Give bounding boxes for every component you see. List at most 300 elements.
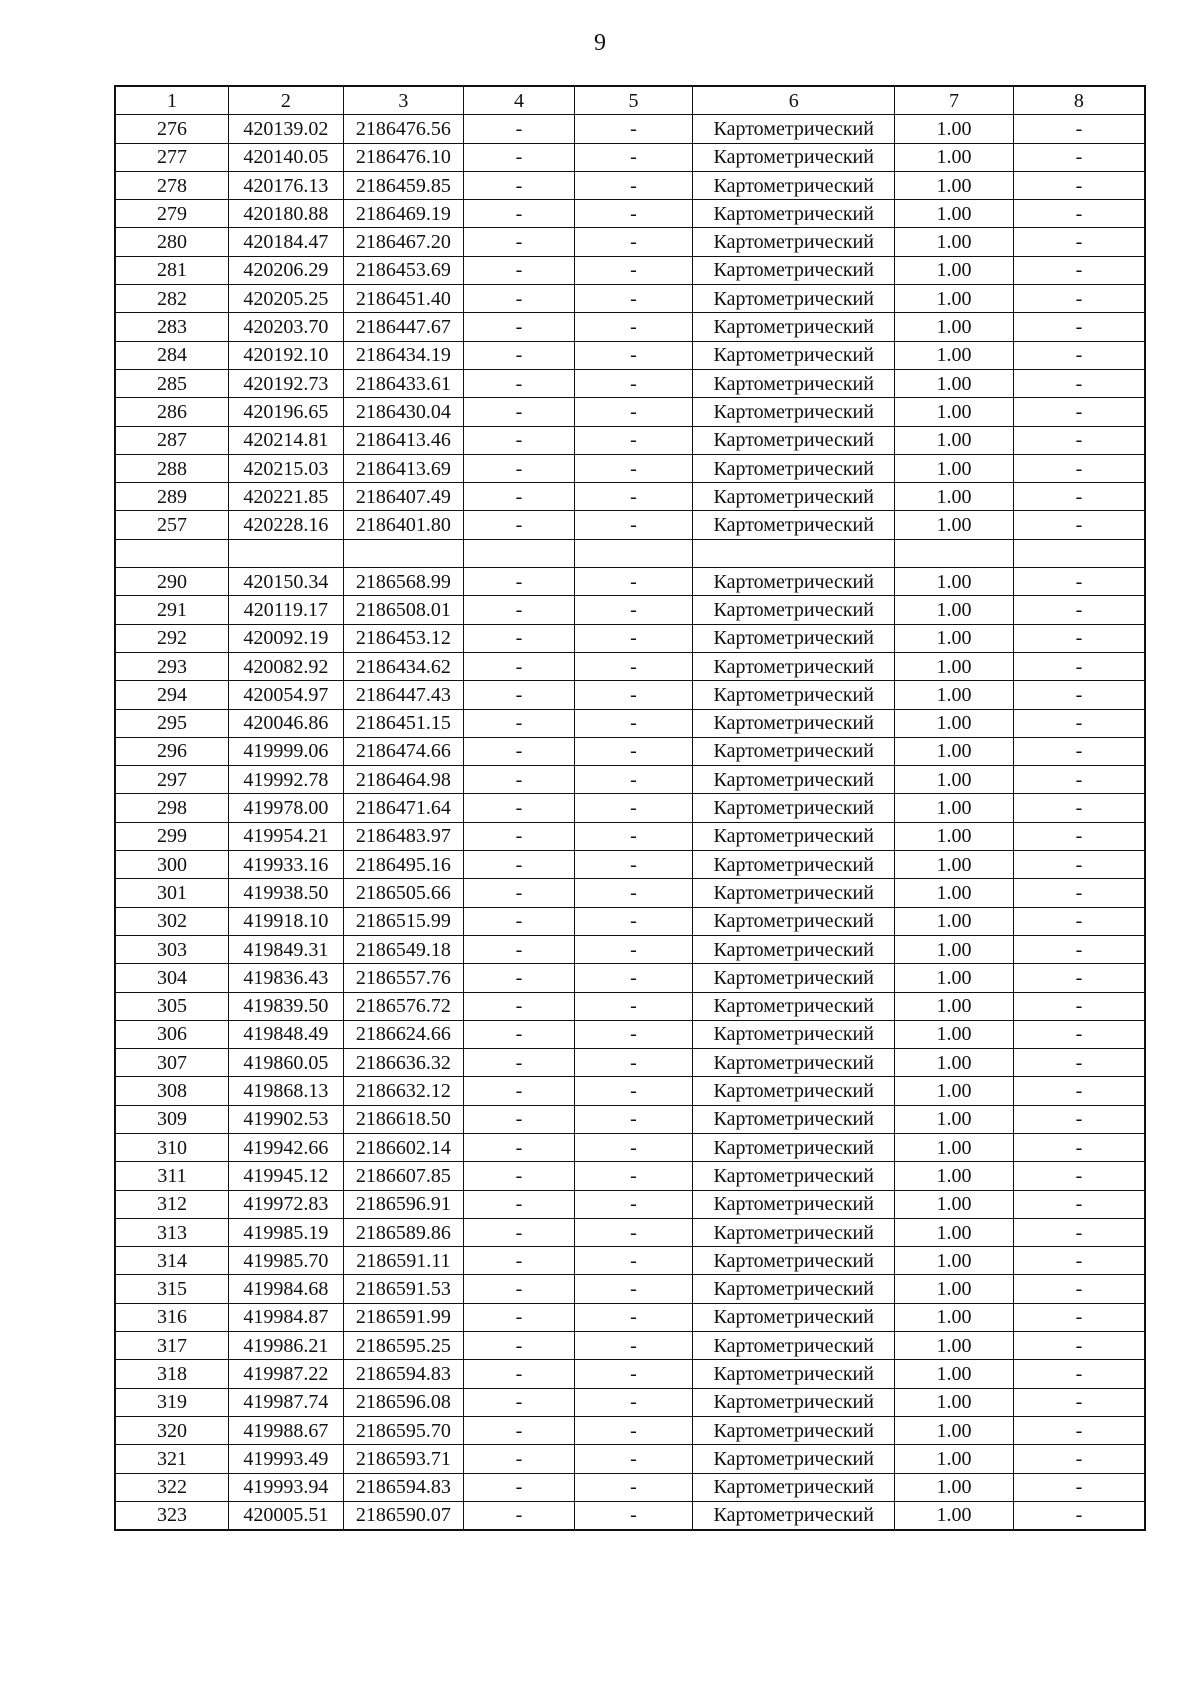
- accuracy-cell: 1.00: [895, 256, 1014, 284]
- x-coordinate-cell: 420221.85: [229, 483, 344, 511]
- x-coordinate-cell: 419938.50: [229, 879, 344, 907]
- x-coordinate-cell: 419918.10: [229, 907, 344, 935]
- point-number-cell: 294: [115, 681, 229, 709]
- column-5-cell: -: [574, 115, 693, 143]
- method-cell: Картометрический: [693, 1416, 895, 1444]
- column-5-cell: -: [574, 652, 693, 680]
- column-4-cell: -: [464, 1360, 575, 1388]
- column-4-cell: -: [464, 1473, 575, 1501]
- table-row: [115, 200, 1145, 228]
- column-4-cell: -: [464, 992, 575, 1020]
- y-coordinate-cell: 2186451.40: [343, 285, 464, 313]
- y-coordinate-cell: 2186451.15: [343, 709, 464, 737]
- column-8-cell: -: [1013, 1275, 1145, 1303]
- y-coordinate-cell: 2186508.01: [343, 596, 464, 624]
- column-8-cell: -: [1013, 822, 1145, 850]
- column-8-cell: -: [1013, 794, 1145, 822]
- table-row: [115, 709, 1145, 737]
- y-coordinate-cell: 2186602.14: [343, 1133, 464, 1161]
- column-5-cell: -: [574, 1077, 693, 1105]
- column-4-cell: -: [464, 766, 575, 794]
- table-row: [115, 341, 1145, 369]
- table-row: [115, 1190, 1145, 1218]
- column-5-cell: -: [574, 1105, 693, 1133]
- column-5-cell: -: [574, 1049, 693, 1077]
- accuracy-cell: 1.00: [895, 426, 1014, 454]
- column-8-cell: -: [1013, 652, 1145, 680]
- point-number-cell: 323: [115, 1501, 229, 1530]
- accuracy-cell: 1.00: [895, 1020, 1014, 1048]
- table-row: [115, 1445, 1145, 1473]
- accuracy-cell: 1.00: [895, 568, 1014, 596]
- column-8-cell: -: [1013, 200, 1145, 228]
- column-5-cell: -: [574, 313, 693, 341]
- column-8-cell: -: [1013, 624, 1145, 652]
- point-number-cell: 320: [115, 1416, 229, 1444]
- table-row: [115, 737, 1145, 765]
- column-5-cell: -: [574, 1218, 693, 1246]
- column-4-cell: -: [464, 369, 575, 397]
- table-row: [115, 851, 1145, 879]
- y-coordinate-cell: 2186557.76: [343, 964, 464, 992]
- y-coordinate-cell: 2186632.12: [343, 1077, 464, 1105]
- column-8-cell: -: [1013, 256, 1145, 284]
- column-4-cell: -: [464, 341, 575, 369]
- column-5-cell: -: [574, 766, 693, 794]
- coordinates-table: [114, 85, 1146, 1531]
- table-row: [115, 313, 1145, 341]
- table-row: [115, 426, 1145, 454]
- point-number-cell: 285: [115, 369, 229, 397]
- method-cell: Картометрический: [693, 398, 895, 426]
- x-coordinate-cell: 420184.47: [229, 228, 344, 256]
- method-cell: Картометрический: [693, 1501, 895, 1530]
- column-5-cell: -: [574, 992, 693, 1020]
- method-cell: Картометрический: [693, 624, 895, 652]
- table-row: [115, 1303, 1145, 1331]
- column-8-cell: -: [1013, 992, 1145, 1020]
- accuracy-cell: 1.00: [895, 171, 1014, 199]
- table-row: [115, 964, 1145, 992]
- y-coordinate-cell: 2186549.18: [343, 935, 464, 963]
- x-coordinate-cell: 420150.34: [229, 568, 344, 596]
- column-4-cell: -: [464, 1247, 575, 1275]
- column-8-cell: -: [1013, 1360, 1145, 1388]
- column-4-cell: -: [464, 1218, 575, 1246]
- y-coordinate-cell: 2186434.62: [343, 652, 464, 680]
- column-5-cell: -: [574, 426, 693, 454]
- method-cell: [693, 539, 895, 567]
- point-number-cell: 278: [115, 171, 229, 199]
- column-5-cell: -: [574, 200, 693, 228]
- y-coordinate-cell: 2186591.11: [343, 1247, 464, 1275]
- accuracy-cell: 1.00: [895, 1360, 1014, 1388]
- y-coordinate-cell: 2186596.91: [343, 1190, 464, 1218]
- column-8-cell: -: [1013, 851, 1145, 879]
- point-number-cell: 306: [115, 1020, 229, 1048]
- point-number-cell: 316: [115, 1303, 229, 1331]
- point-number-cell: 310: [115, 1133, 229, 1161]
- column-5-cell: -: [574, 398, 693, 426]
- method-cell: Картометрический: [693, 879, 895, 907]
- table-row: [115, 1360, 1145, 1388]
- accuracy-cell: 1.00: [895, 652, 1014, 680]
- table-row: [115, 652, 1145, 680]
- accuracy-cell: 1.00: [895, 228, 1014, 256]
- accuracy-cell: 1.00: [895, 1077, 1014, 1105]
- y-coordinate-cell: 2186596.08: [343, 1388, 464, 1416]
- method-cell: Картометрический: [693, 851, 895, 879]
- column-5-cell: -: [574, 1162, 693, 1190]
- accuracy-cell: 1.00: [895, 596, 1014, 624]
- column-5-cell: -: [574, 1275, 693, 1303]
- column-8-cell: -: [1013, 426, 1145, 454]
- y-coordinate-cell: 2186618.50: [343, 1105, 464, 1133]
- column-8-cell: -: [1013, 1445, 1145, 1473]
- column-4-cell: -: [464, 285, 575, 313]
- column-8-cell: -: [1013, 1473, 1145, 1501]
- x-coordinate-cell: 420092.19: [229, 624, 344, 652]
- y-coordinate-cell: 2186483.97: [343, 822, 464, 850]
- accuracy-cell: 1.00: [895, 1133, 1014, 1161]
- x-coordinate-cell: 420192.10: [229, 341, 344, 369]
- x-coordinate-cell: 419985.19: [229, 1218, 344, 1246]
- column-5-cell: -: [574, 454, 693, 482]
- method-cell: Картометрический: [693, 681, 895, 709]
- accuracy-cell: 1.00: [895, 1275, 1014, 1303]
- x-coordinate-cell: 420214.81: [229, 426, 344, 454]
- column-8-cell: -: [1013, 1388, 1145, 1416]
- table-row: [115, 511, 1145, 539]
- column-8-cell: -: [1013, 398, 1145, 426]
- y-coordinate-cell: 2186447.67: [343, 313, 464, 341]
- point-number-cell: 293: [115, 652, 229, 680]
- column-4-cell: -: [464, 851, 575, 879]
- accuracy-cell: 1.00: [895, 1190, 1014, 1218]
- table-row: [115, 171, 1145, 199]
- table-row: [115, 794, 1145, 822]
- column-4-cell: -: [464, 200, 575, 228]
- accuracy-cell: 1.00: [895, 1445, 1014, 1473]
- page-number: 9: [594, 30, 606, 56]
- column-4-cell: -: [464, 681, 575, 709]
- point-number-cell: 287: [115, 426, 229, 454]
- column-8-cell: -: [1013, 935, 1145, 963]
- method-cell: Картометрический: [693, 1388, 895, 1416]
- table-row: [115, 1049, 1145, 1077]
- column-8-cell: -: [1013, 1190, 1145, 1218]
- method-cell: Картометрический: [693, 511, 895, 539]
- column-4-cell: -: [464, 709, 575, 737]
- column-5-cell: -: [574, 256, 693, 284]
- column-8-cell: -: [1013, 285, 1145, 313]
- method-cell: Картометрический: [693, 1077, 895, 1105]
- x-coordinate-cell: 419902.53: [229, 1105, 344, 1133]
- table-row: [115, 1077, 1145, 1105]
- x-coordinate-cell: 419986.21: [229, 1332, 344, 1360]
- x-coordinate-cell: 420005.51: [229, 1501, 344, 1530]
- y-coordinate-cell: 2186469.19: [343, 200, 464, 228]
- method-cell: Картометрический: [693, 369, 895, 397]
- point-number-cell: 303: [115, 935, 229, 963]
- point-number-cell: 290: [115, 568, 229, 596]
- y-coordinate-cell: 2186413.69: [343, 454, 464, 482]
- y-coordinate-cell: 2186401.80: [343, 511, 464, 539]
- y-coordinate-cell: 2186505.66: [343, 879, 464, 907]
- column-8-cell: -: [1013, 879, 1145, 907]
- x-coordinate-cell: 420203.70: [229, 313, 344, 341]
- accuracy-cell: 1.00: [895, 624, 1014, 652]
- table-row: [115, 1133, 1145, 1161]
- column-4-cell: -: [464, 1332, 575, 1360]
- point-number-cell: 279: [115, 200, 229, 228]
- method-cell: Картометрический: [693, 454, 895, 482]
- x-coordinate-cell: 419954.21: [229, 822, 344, 850]
- column-8-cell: -: [1013, 341, 1145, 369]
- column-4-cell: -: [464, 1049, 575, 1077]
- x-coordinate-cell: 420215.03: [229, 454, 344, 482]
- x-coordinate-cell: 419993.49: [229, 1445, 344, 1473]
- method-cell: Картометрический: [693, 200, 895, 228]
- y-coordinate-cell: 2186467.20: [343, 228, 464, 256]
- x-coordinate-cell: 419972.83: [229, 1190, 344, 1218]
- column-8-cell: -: [1013, 766, 1145, 794]
- point-number-cell: 257: [115, 511, 229, 539]
- y-coordinate-cell: 2186476.56: [343, 115, 464, 143]
- table-row: [115, 1332, 1145, 1360]
- method-cell: Картометрический: [693, 1445, 895, 1473]
- column-4-cell: -: [464, 171, 575, 199]
- y-coordinate-cell: 2186607.85: [343, 1162, 464, 1190]
- column-4-cell: -: [464, 313, 575, 341]
- y-coordinate-cell: 2186471.64: [343, 794, 464, 822]
- table-row: [115, 1105, 1145, 1133]
- table-row: [115, 285, 1145, 313]
- x-coordinate-cell: 419848.49: [229, 1020, 344, 1048]
- column-4-cell: -: [464, 228, 575, 256]
- point-number-cell: 291: [115, 596, 229, 624]
- table-row: [115, 681, 1145, 709]
- point-number-cell: 299: [115, 822, 229, 850]
- method-cell: Картометрический: [693, 652, 895, 680]
- column-8-cell: -: [1013, 1077, 1145, 1105]
- column-8-cell: -: [1013, 1133, 1145, 1161]
- point-number-cell: 283: [115, 313, 229, 341]
- accuracy-cell: 1.00: [895, 369, 1014, 397]
- column-5-cell: -: [574, 624, 693, 652]
- point-number-cell: 296: [115, 737, 229, 765]
- method-cell: Картометрический: [693, 822, 895, 850]
- accuracy-cell: 1.00: [895, 1473, 1014, 1501]
- method-cell: Картометрический: [693, 596, 895, 624]
- accuracy-cell: 1.00: [895, 1162, 1014, 1190]
- accuracy-cell: 1.00: [895, 1388, 1014, 1416]
- column-8-cell: -: [1013, 1020, 1145, 1048]
- x-coordinate-cell: 420180.88: [229, 200, 344, 228]
- x-coordinate-cell: 420192.73: [229, 369, 344, 397]
- column-5-cell: -: [574, 369, 693, 397]
- table-row: [115, 398, 1145, 426]
- column-4-cell: -: [464, 143, 575, 171]
- column-4-cell: -: [464, 596, 575, 624]
- column-4-cell: -: [464, 1020, 575, 1048]
- y-coordinate-cell: 2186624.66: [343, 1020, 464, 1048]
- method-cell: Картометрический: [693, 1473, 895, 1501]
- y-coordinate-cell: 2186594.83: [343, 1473, 464, 1501]
- table-row: [115, 879, 1145, 907]
- x-coordinate-cell: 420054.97: [229, 681, 344, 709]
- column-4-cell: -: [464, 1133, 575, 1161]
- table-row: [115, 822, 1145, 850]
- table-row: [115, 143, 1145, 171]
- accuracy-cell: 1.00: [895, 1303, 1014, 1331]
- point-number-cell: 277: [115, 143, 229, 171]
- column-8-cell: -: [1013, 1049, 1145, 1077]
- accuracy-cell: 1.00: [895, 483, 1014, 511]
- table-row: [115, 454, 1145, 482]
- x-coordinate-cell: 419945.12: [229, 1162, 344, 1190]
- column-header-6: 6: [693, 86, 895, 115]
- method-cell: Картометрический: [693, 1133, 895, 1161]
- method-cell: Картометрический: [693, 964, 895, 992]
- column-header-3: 3: [343, 86, 464, 115]
- column-5-cell: -: [574, 596, 693, 624]
- table-row: [115, 596, 1145, 624]
- column-8-cell: -: [1013, 568, 1145, 596]
- accuracy-cell: 1.00: [895, 1332, 1014, 1360]
- column-8-cell: -: [1013, 228, 1145, 256]
- point-number-cell: 308: [115, 1077, 229, 1105]
- column-8-cell: -: [1013, 1247, 1145, 1275]
- point-number-cell: 304: [115, 964, 229, 992]
- y-coordinate-cell: 2186594.83: [343, 1360, 464, 1388]
- column-5-cell: -: [574, 1247, 693, 1275]
- column-header-4: 4: [464, 86, 575, 115]
- point-number-cell: 298: [115, 794, 229, 822]
- column-8-cell: -: [1013, 1303, 1145, 1331]
- column-header-5: 5: [574, 86, 693, 115]
- point-number-cell: 281: [115, 256, 229, 284]
- point-number-cell: 297: [115, 766, 229, 794]
- table-row: [115, 992, 1145, 1020]
- column-4-cell: -: [464, 1445, 575, 1473]
- method-cell: Картометрический: [693, 1049, 895, 1077]
- column-8-cell: -: [1013, 143, 1145, 171]
- accuracy-cell: 1.00: [895, 822, 1014, 850]
- table-row: [115, 115, 1145, 143]
- column-header-7: 7: [895, 86, 1014, 115]
- y-coordinate-cell: 2186515.99: [343, 907, 464, 935]
- method-cell: Картометрический: [693, 483, 895, 511]
- column-5-cell: -: [574, 511, 693, 539]
- table-row: [115, 1162, 1145, 1190]
- accuracy-cell: 1.00: [895, 992, 1014, 1020]
- point-number-cell: 284: [115, 341, 229, 369]
- x-coordinate-cell: 420046.86: [229, 709, 344, 737]
- y-coordinate-cell: 2186595.70: [343, 1416, 464, 1444]
- column-5-cell: -: [574, 568, 693, 596]
- method-cell: Картометрический: [693, 313, 895, 341]
- method-cell: Картометрический: [693, 1218, 895, 1246]
- column-8-cell: -: [1013, 454, 1145, 482]
- x-coordinate-cell: 419993.94: [229, 1473, 344, 1501]
- column-8-cell: -: [1013, 907, 1145, 935]
- y-coordinate-cell: 2186434.19: [343, 341, 464, 369]
- point-number-cell: 321: [115, 1445, 229, 1473]
- table-row: [115, 539, 1145, 567]
- point-number-cell: 286: [115, 398, 229, 426]
- column-5-cell: -: [574, 681, 693, 709]
- method-cell: Картометрический: [693, 1105, 895, 1133]
- column-4-cell: -: [464, 454, 575, 482]
- column-4-cell: -: [464, 822, 575, 850]
- column-8-cell: -: [1013, 1332, 1145, 1360]
- table-row: [115, 1416, 1145, 1444]
- accuracy-cell: 1.00: [895, 285, 1014, 313]
- column-5-cell: -: [574, 907, 693, 935]
- column-8-cell: -: [1013, 115, 1145, 143]
- x-coordinate-cell: 420176.13: [229, 171, 344, 199]
- method-cell: Картометрический: [693, 171, 895, 199]
- column-4-cell: -: [464, 879, 575, 907]
- y-coordinate-cell: 2186591.53: [343, 1275, 464, 1303]
- accuracy-cell: 1.00: [895, 766, 1014, 794]
- column-4-cell: -: [464, 511, 575, 539]
- table-row: [115, 1020, 1145, 1048]
- y-coordinate-cell: 2186636.32: [343, 1049, 464, 1077]
- x-coordinate-cell: 419984.68: [229, 1275, 344, 1303]
- accuracy-cell: 1.00: [895, 313, 1014, 341]
- method-cell: Картометрический: [693, 709, 895, 737]
- column-4-cell: -: [464, 652, 575, 680]
- column-8-cell: -: [1013, 1501, 1145, 1530]
- column-4-cell: -: [464, 935, 575, 963]
- point-number-cell: 313: [115, 1218, 229, 1246]
- point-number-cell: 282: [115, 285, 229, 313]
- column-header-2: 2: [229, 86, 344, 115]
- table-row: [115, 1218, 1145, 1246]
- accuracy-cell: 1.00: [895, 1105, 1014, 1133]
- method-cell: Картометрический: [693, 766, 895, 794]
- point-number-cell: 280: [115, 228, 229, 256]
- point-number-cell: 292: [115, 624, 229, 652]
- column-5-cell: -: [574, 879, 693, 907]
- accuracy-cell: 1.00: [895, 794, 1014, 822]
- x-coordinate-cell: 419942.66: [229, 1133, 344, 1161]
- accuracy-cell: 1.00: [895, 1247, 1014, 1275]
- x-coordinate-cell: 419988.67: [229, 1416, 344, 1444]
- method-cell: Картометрический: [693, 992, 895, 1020]
- table-row: [115, 907, 1145, 935]
- point-number-cell: 319: [115, 1388, 229, 1416]
- accuracy-cell: 1.00: [895, 964, 1014, 992]
- x-coordinate-cell: 419836.43: [229, 964, 344, 992]
- column-8-cell: -: [1013, 709, 1145, 737]
- method-cell: Картометрический: [693, 228, 895, 256]
- y-coordinate-cell: 2186413.46: [343, 426, 464, 454]
- method-cell: Картометрический: [693, 143, 895, 171]
- accuracy-cell: 1.00: [895, 511, 1014, 539]
- column-5-cell: -: [574, 483, 693, 511]
- column-5-cell: -: [574, 1501, 693, 1530]
- column-4-cell: -: [464, 568, 575, 596]
- accuracy-cell: 1.00: [895, 709, 1014, 737]
- column-8-cell: -: [1013, 1162, 1145, 1190]
- point-number-cell: 307: [115, 1049, 229, 1077]
- column-5-cell: -: [574, 737, 693, 765]
- column-5-cell: -: [574, 1020, 693, 1048]
- method-cell: Картометрический: [693, 256, 895, 284]
